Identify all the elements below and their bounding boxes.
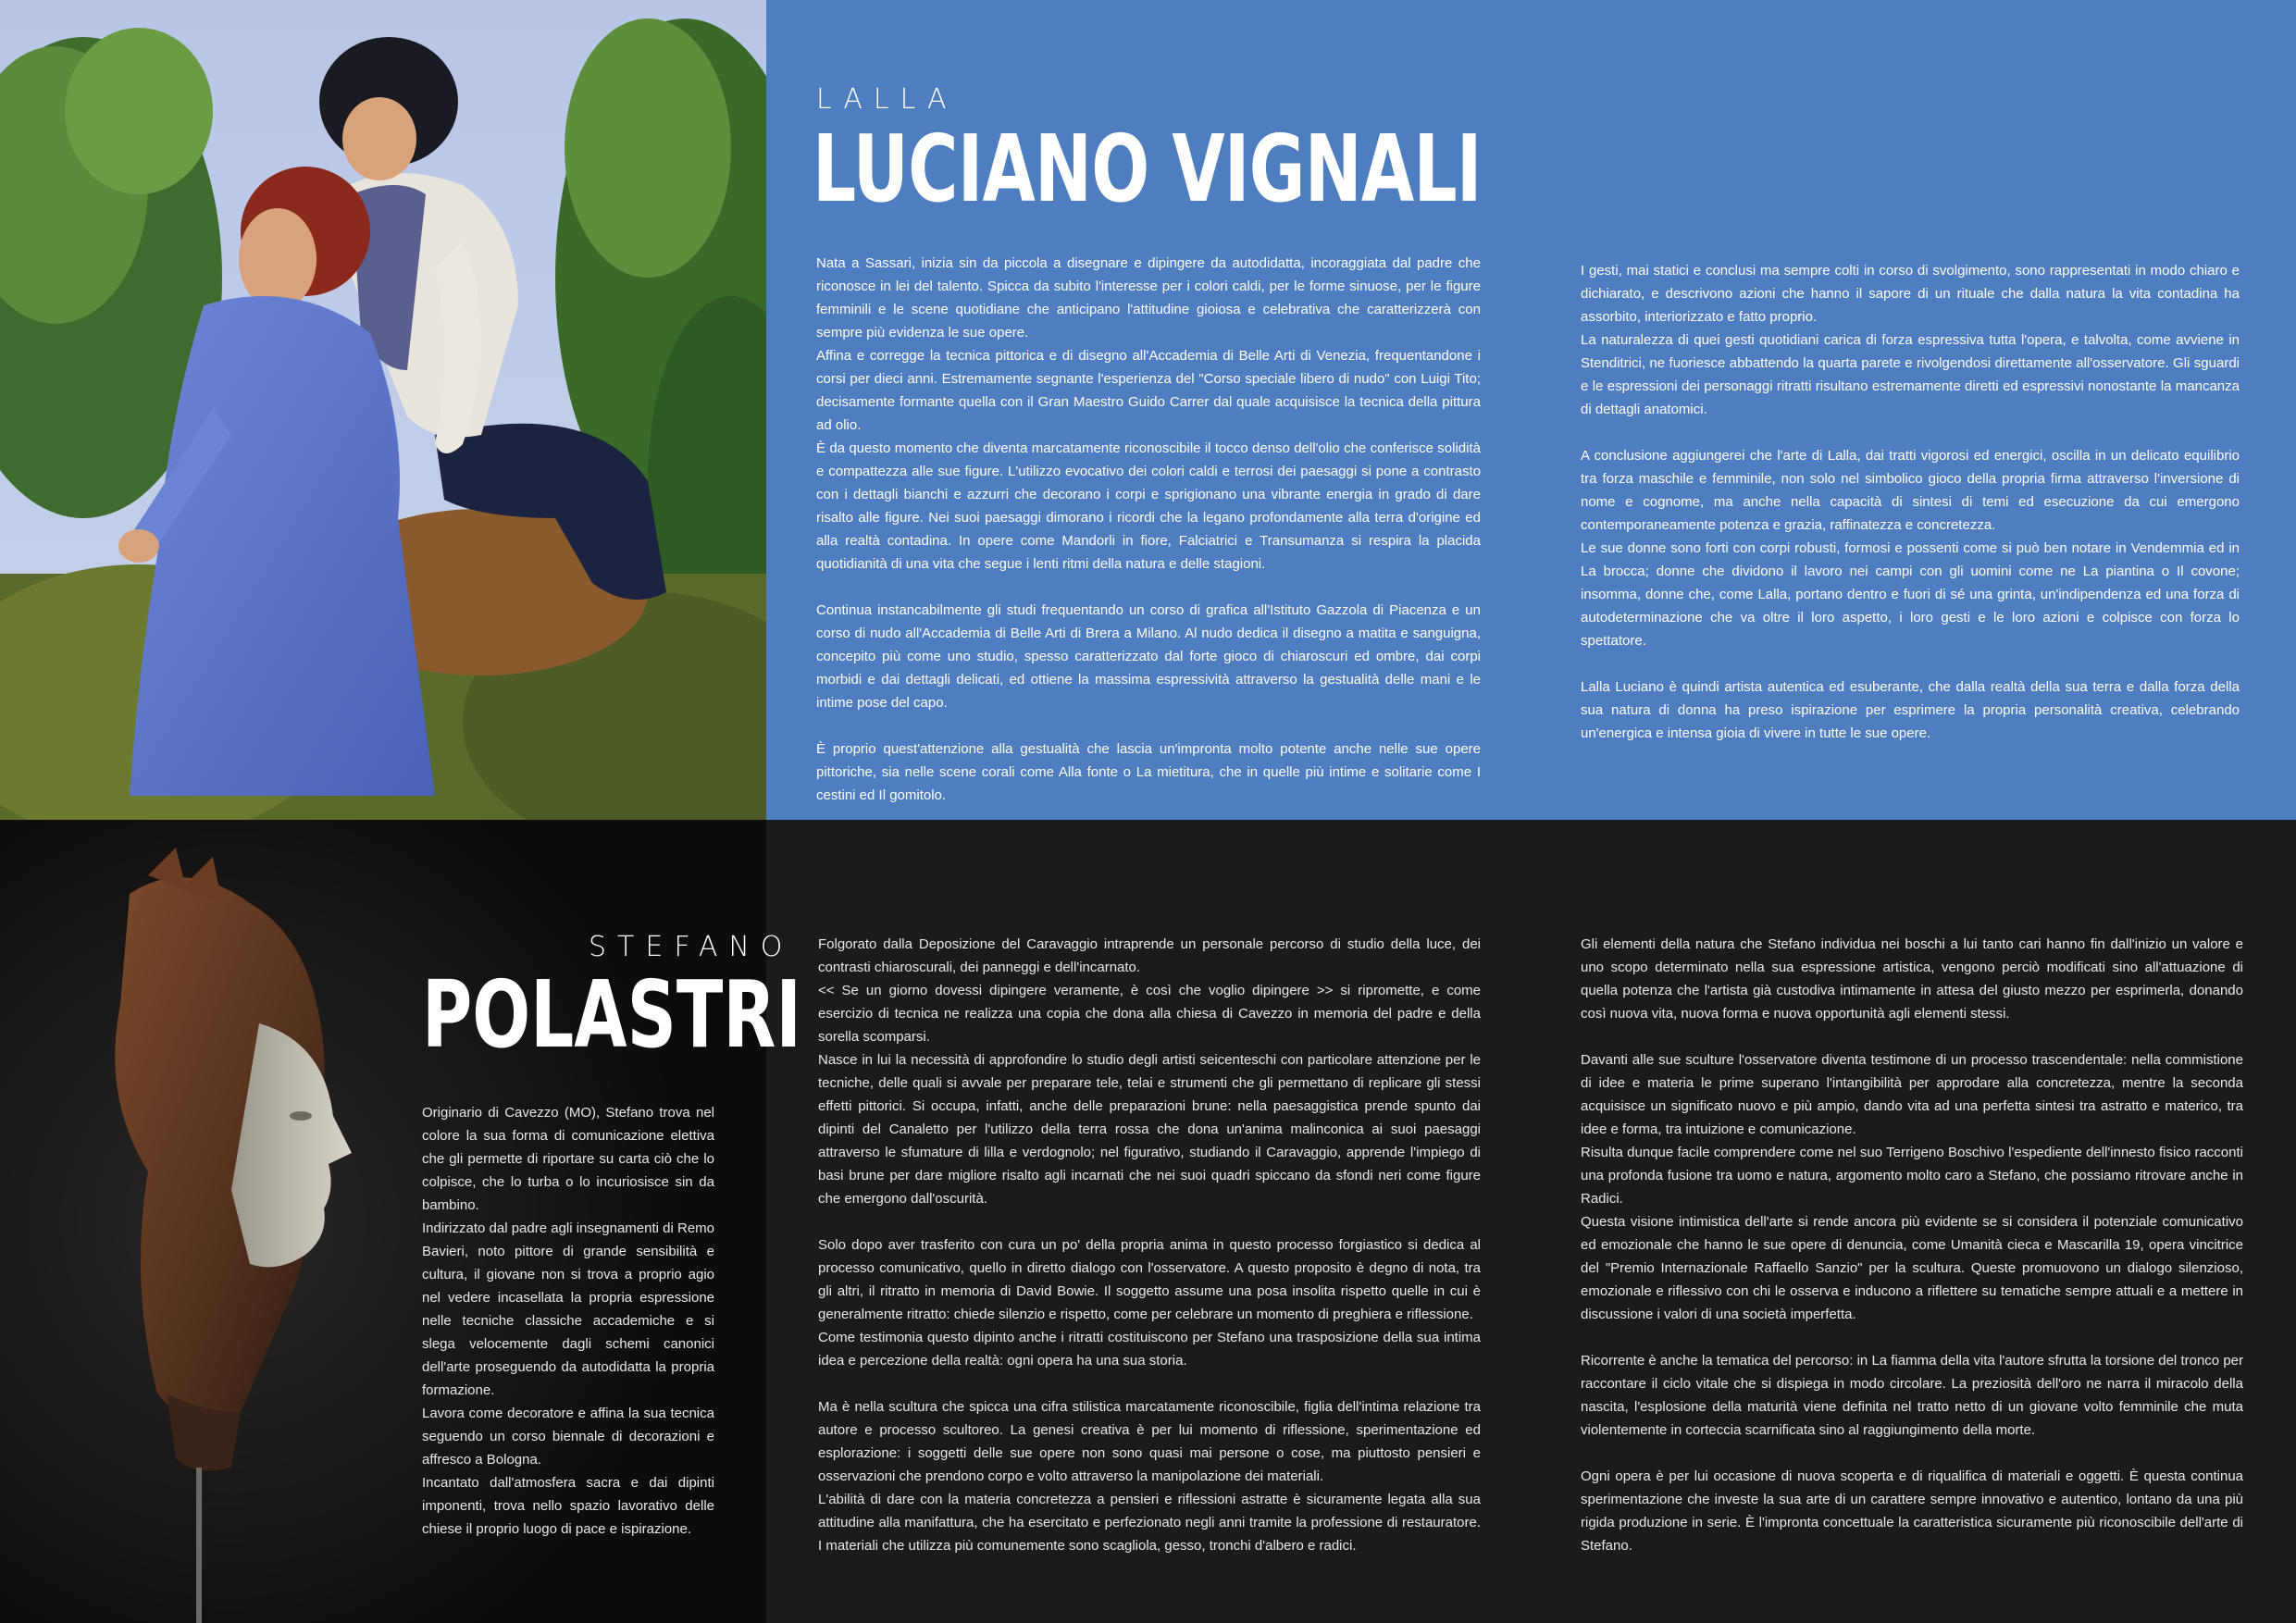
polastri-text-column-2: Gli elementi della natura che Stefano individua nei boschi a lui tanto cari hanno fin dall'inizio un valore e uno scopo determinato nella sua espressione artistica, vengono perciò modificati sino all'attuazione di quella potenza che l'artista già custodiva intimamente in attesa del giusto mezzo per esprimerla, donando così nuova vita, nuova forma e nuova opportunità agli elementi stessi. Davanti alle sue sculture l'osservatore diventa testimone di un processo trascendentale: nella commistione di idee e materia le prime superano l'intangibilità per approdare alla concretezza, mentre la seconda acquisisce un significato nuovo e più ampio, dando vita ad una perfetta sintesi tra astratto e materico, tra idee e forma, tra intuizione e comunicazione. Risulta dunque facile comprendere come nel suo Terrigeno Boschivo l'espediente dell'innesto fisico racconti una profonda fusione tra uomo e natura, argomento molto caro a Stefano, che possiamo ritrovare anche in Radici. Questa visione intimistica dell'arte si rende ancora più evidente se si considera il potenziale comunicativo ed emozionale che hanno le sue opere di denuncia, come Umanità cieca e Mascarilla 19, opera vincitrice del "Premio Internazionale Raffaello Sanzio" per la scultura. Queste promuovono un dialogo silenzioso, emozionale e riflessivo con chi le osserva e inducono a riflettere su tematiche sempre attuali e a mettere in discussione i valori di una società imperfetta. Ricorrente è anche la tematica del percorso: in La fiamma della vita l'autore sfrutta la torsione del tronco per raccontare il ciclo vitale che si dispiega in modo circolare. La preziosità dell'oro ne narra il miracolo della nascita, l'esplosione della maturità viene definita nel tratto netto di un giovane volto femminile che muta violentemente in corteccia scarnificata sino al raggiungimento della morte. Ogni opera è per lui occasione di nuova scoperta e di riqualifica di materiali e oggetti. È questa continua sperimentazione che investe la sua arte di un carattere sempre innovativo e autentico, lontano da una più rigida produzione in serie. È l'impronta concettuale la caratteristica sicuramente più riconoscibile dell'arte di Stefano. — [1581, 936, 2243, 1554]
lalla-text-column-2: I gesti, mai statici e conclusi ma sempre colti in corso di svolgimento, sono rappresentati in modo chiaro e dichiarato, e descrivono azioni che hanno il sapore di un rituale che dalla natura la vita contadina ha assorbito, interiorizzato e fatto proprio. La naturalezza di quei gesti quotidiani carica di forza espressiva tutta l'opera, e talvolta, come avviene in Stenditrici, ne fuoriesce abbattendo la quarta parete e rivolgendosi direttamente all'osservatore. Gli sguardi e le espressioni dei personaggi ritratti risultano estremamente diretti ed espressivi nonostante la mancanza di dettagli anatomici. A conclusione aggiungerei che l'arte di Lalla, dai tratti vigorosi ed energici, oscilla in un delicato equilibrio tra forza maschile e femminile, non solo nel simbolico gioco della propria firma attraverso l'inversione di nome e cognome, ma anche nella capacità di sintesi di temi ed esecuzione da cui emergono contemporaneamente potenza e grazia, raffinatezza e concretezza. Le sue donne sono forti con corpi robusti, formosi e possenti come si può ben notare in Vendemmia ed in La brocca; donne che dividono il lavoro nei campi con gli uomini come ne La piantina o Il covone; insomma, donne che, come Lalla, portano dentro e fuori di sé una grinta, un'indipendenza ed una forza di autodeterminazione che va oltre il loro aspetto, i loro gesti e le loro azioni e colpisce con forza lo spettatore. Lalla Luciano è quindi artista autentica ed esuberante, che dalla realtà della sua terra e dalla forza della sua natura di donna ha preso ispirazione per esprimere la propria personalità creativa, celebrando un'energica e intensa gioia di vivere in tutte le sue opere. — [1581, 263, 2240, 741]
artist-first-name: LALLA — [816, 83, 958, 116]
polastri-section — [0, 820, 2296, 1623]
artist-last-name: LUCIANO VIGNALI — [813, 115, 1482, 223]
polastri-text-column-intro: Originario di Cavezzo (MO), Stefano trova nel colore la sua forma di comunicazione elettiva che gli permette di riportare su carta ciò che lo colpisce, che lo turba o lo incuriosisce sin da bambino. Indirizzato dal padre agli insegnamenti di Remo Bavieri, noto pittore di grande sensibilità e cultura, il giovane non si trova a proprio agio nel vedere incasellata la propria espressione nelle tecniche classiche accademiche e si slega velocemente dagli schemi canonici dell'arte proseguendo da autodidatta la propria formazione. Lavora come decoratore e affina la sua tecnica seguendo un corso biennale di decorazioni e affresco a Bologna. Incantato dall'atmosfera sacra e dai dipinti imponenti, trova nello spazio lavorativo delle chiese il proprio luogo di pace e ispirazione. — [422, 1105, 715, 1537]
couple-painting — [0, 0, 766, 820]
artist-last-name: POLASTRI — [422, 960, 801, 1069]
lalla-text-column-1: Nata a Sassari, inizia sin da piccola a disegnare e dipingere da autodidatta, incoraggiata dal padre che riconosce in lei del talento. Spicca da subito l'interesse per i colori caldi, per le forme sinuose, per le figure femminili e le scene quotidiane che anticipano l'attitudine gioiosa e celebrativa che caratterizzerà con sempre più evidenza le sue opere. Affina e corregge la tecnica pittorica e di disegno all'Accademia di Belle Arti di Venezia, frequentandone i corsi per dieci anni. Estremamente segnante l'esperienza del "Corso speciale libero di nudo" con Luigi Tito; decisamente formante quella con il Gran Maestro Guido Carrer dal quale acquisisce la tecnica della pittura ad olio. È da questo momento che diventa marcatamente riconoscibile il tocco denso dell'olio che conferisce solidità e compattezza alle sue figure. L'utilizzo evocativo dei colori caldi e terrosi dei paesaggi si pone a contrasto con i dettagli bianchi e azzurri che decorano i corpi e sprigionano una vibrante energia in grado di dare risalto alle figure. Nei suoi paesaggi dimorano i ricordi che la legano profondamente alla terra d'origine ed alla realtà contadina. In opere come Mandorli in fiore, Falciatrici e Transumanza si respira la placida quotidianità di una vita che segue i lenti ritmi della natura e delle stagioni. Continua instancabilmente gli studi frequentando un corso di grafica all'Istituto Gazzola di Piacenza e un corso di nudo all'Accademia di Belle Arti di Brera a Milano. Al nudo dedica il disegno a matita e sanguigna, concepito più come uno studio, spesso caratterizzato dal forte gioco di chiaroscuri ed ombre, dai corpi morbidi e dai dettagli delicati, ed ottiene la massima espressività attraverso la gestualità delle mani e le intime pose del capo. È proprio quest'attenzione alla gestualità che lascia un'impronta molto potente anche nelle sue opere pittoriche, sia nelle scene corali come Alla fonte o La mietitura, che in quelle più intime e solitarie come I cestini ed Il gomitolo. — [816, 255, 1481, 803]
artist-first-name: STEFANO — [589, 931, 794, 963]
polastri-text-column-1: Folgorato dalla Deposizione del Caravaggio intraprende un personale percorso di studio della luce, dei contrasti chiaroscurali, dei panneggi e dell'incarnato. << Se un giorno dovessi dipingere veramente, è così che voglio dipingere >> si ripromette, e come esercizio di tecnica ne realizza una copia che dona alla chiesa di Cavezzo in memoria del padre e della sorella scomparsi. Nasce in lui la necessità di approfondire lo studio degli artisti seicenteschi con particolare attenzione per le tecniche, delle quali si avvale per preparare tele, telai e strumenti che gli permettano di replicare gli stessi effetti pittorici. Si occupa, infatti, anche delle preparazioni brune: nella paesaggistica prende spunto dai dipinti del Canaletto per l'utilizzo della terra rossa che dona un'anima malinconica ai suoi paesaggi attraverso le sfumature di lilla e verdognolo; nel figurativo, studiando il Caravaggio, apprende l'impiego di basi brune per dare migliore risalto agli incarnati che nei suoi quadri spiccano da sfondi neri come figure che emergono dall'oscurità. Solo dopo aver trasferito con cura un po' della propria anima in questo processo forgiastico si dedica al processo comunicativo, quello in diretto dialogo con l'osservatore. A questo proposito è degno di nota, tra gli altri, il ritratto in memoria di David Bowie. Il soggetto assume una posa insolita rispetto quelle in cui è generalmente ritratto: chiede silenzio e rispetto, come per celebrare un momento di preghiera e riflessione. Come testimonia questo dipinto anche i ritratti costituiscono per Stefano una trasposizione della sua intima idea e percezione della realtà: ogni opera ha una sua storia. Ma è nella scultura che spicca una cifra stilistica marcatamente riconoscibile, figlia dell'intima relazione tra autore e processo scultoreo. La genesi creativa è per lui momento di riflessione, sperimentazione ed esplorazione: i soggetti delle sue opere non sono quasi mai persone o cose, ma piuttosto pensieri e osservazioni che prendono corpo e volto attraverso la manipolazione dei materiali. L'abilità di dare con la materia concretezza a pensieri e riflessioni astratte è sicuramente legata alla sua attitudine alla manifattura, che ha esercitato e perfezionato negli anni tramite la professione di restauratore. I materiali che utilizza più comunemente sono scagliola, gesso, tronchi d'albero e radici. — [818, 936, 1481, 1554]
